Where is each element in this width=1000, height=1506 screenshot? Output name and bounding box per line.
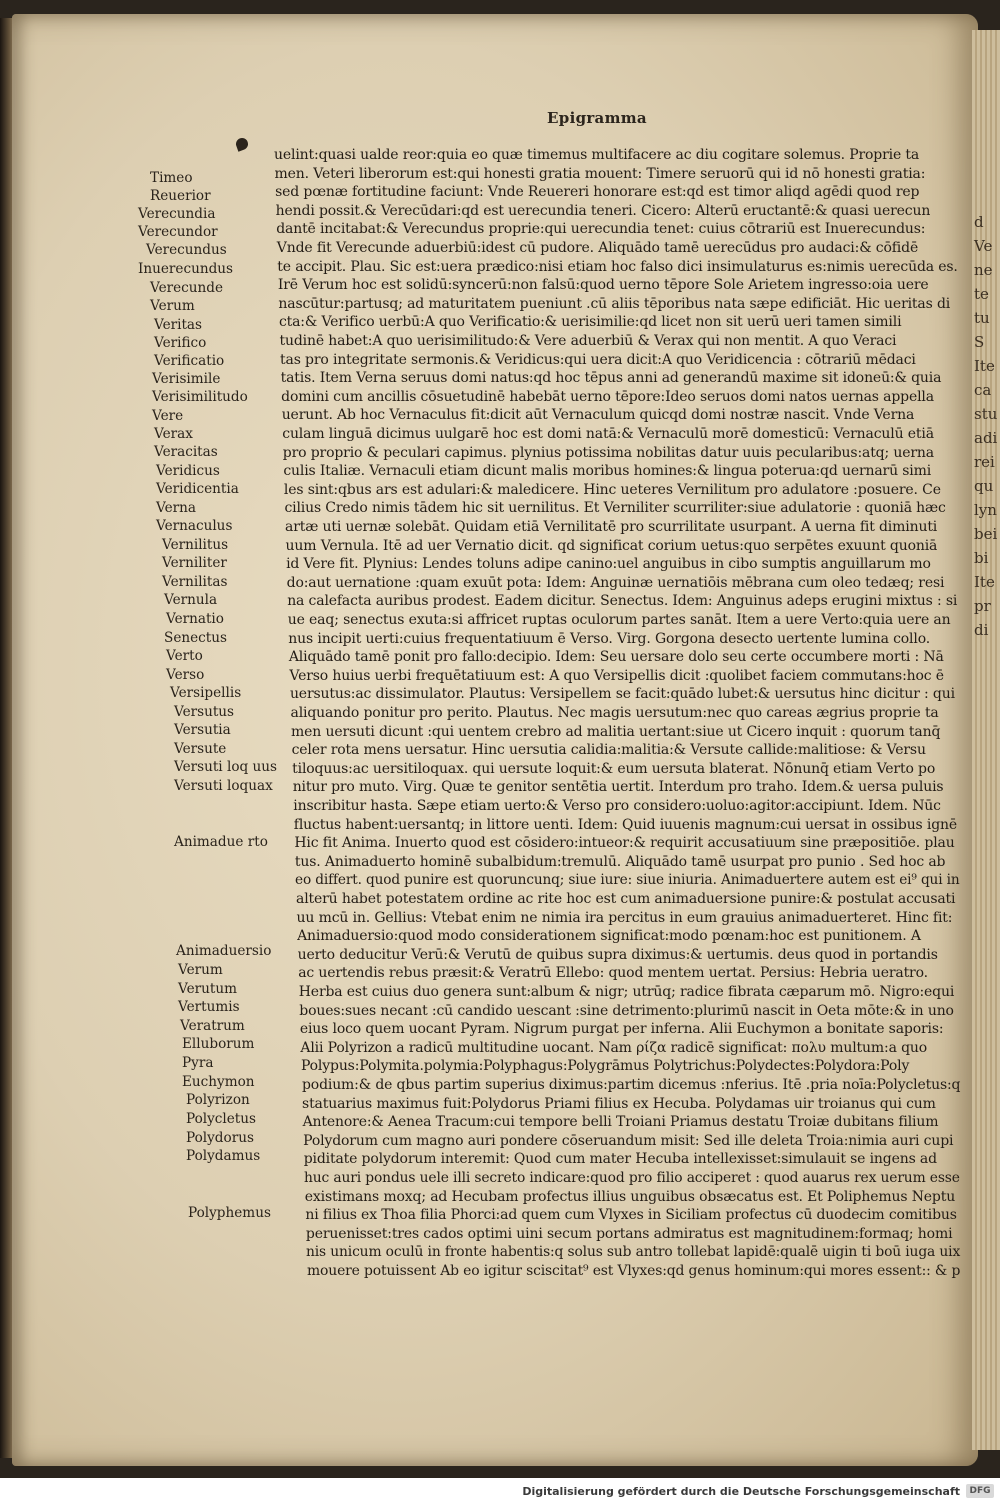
text-line: fluctus habent:uersantq; in littore uenti. Idem: Quid iuuenis magnum:cui uersat in ossibus ignē [293,816,958,833]
margin-term: Veratrum [180,1018,245,1034]
margin-term: Polyrizon [186,1092,250,1108]
margin-term: Verecunde [150,280,224,296]
text-line: peruenisset:tres cados optimi uini secum portans admiratus est magnitudinem:formaq; homi [305,1225,953,1242]
text-line: tus. Animaduerto hominē subalbidum:tremulū. Aliquādo tamē usurpat pro punio . Sed hoc ab [294,853,946,870]
margin-term: Polyphemus [188,1205,271,1221]
text-line: uerunt. Ab hoc Vernaculus fit:dicit aūt Vernaculum quicqd domi nostræ nascit. Vnde Verna [281,407,915,424]
margin-term: Verifico [154,335,207,351]
margin-term: Vernula [164,592,218,608]
text-line: nus incipit uerti:cuius frequentatiuum ē Verso. Virg. Gorgona desecto uertente lumina collo. [288,630,931,647]
text-line: id Vere fit. Plynius: Lendes toluns adipe canino:uel anguibus in cibo sumptis anguillarum mo [286,556,931,573]
bleed-fragment: ne [974,261,993,279]
text-line: statuarius maximus fuit:Polydorus Priami filius ex Hecuba. Polydamas uir troianus qui cum [302,1095,936,1112]
margin-term: Versute [174,741,227,757]
margin-term: Verisimilitudo [152,389,248,405]
bleed-fragment: adi [974,429,998,447]
text-line: uum Vernula. Itē ad uer Vernatio dicit. qd significat corium uetus:quo serpētes exuunt quoniā [285,537,938,554]
text-line: ac uertendis rebus præsit:& Veratrū Ellebo: quod mentem uertat. Persius: Hebria ueratro. [298,965,928,982]
margin-term: Animaduersio [176,943,272,959]
text-line: Polypus:Polymita.polymia:Polyphagus:Polygrāmus Polytrichus:Polydectes:Polydora:Poly [300,1058,910,1075]
margin-term: Timeo [150,170,193,186]
text-line: sed pœnæ fortitudine faciunt: Vnde Reuereri honorare est:qd est timor aliqd agēdi quod rep [275,184,920,201]
text-line: uu mcū in. Gellius: Vtebat enim ne nimia ira percitus in eum grauius animaduerteret. Hinc fit: [296,909,953,926]
text-line: tatis. Item Verna seruus domi natus:qd hoc tēpus anni ad generandū maxime sit idoneū:& quia [280,370,942,387]
text-line: les sint:qbus ars est adulari:& maledicere. Hinc ueteres Vernilitum pro adulatore :posuere. Ce [283,481,941,498]
margin-term: Verutum [178,981,237,997]
margin-term: Vernatio [166,611,224,627]
text-line: cilius Credo nimis tādem hic sit uernilitus. Et Verniliter scurriliter:siue adulatorie : quoniā hæc [284,500,946,517]
margin-term: Verniliter [162,555,227,571]
text-line: tudinē habet:A quo uerisimilitudo:& Vere aduerbiū & Verax qui non mentit. A quo Veraci [279,333,897,349]
text-line: Herba est cuius duo genera sunt:album & nigr; utrūq; radice fibrata cæparum mō. Nigro:equi [298,984,955,1000]
text-line: boues:sues necant :cū candido uescant :sine detrimento:plurimū nascit in Oeta mōte:& in uno [299,1002,954,1019]
text-line: men uersuti dicunt :qui uentem crebro ad malitia uertant:siue ut Cicero inquit : quorum tanq̄ [291,723,941,740]
margin-term: Verum [178,962,223,978]
margin-term: Verisimile [152,371,221,387]
text-line: Aliquādo tamē ponit pro fallo:decipio. Idem: Seu uersare dolo seu certe occumbere morti : Nā [288,649,944,666]
text-line: Verso huius uerbi frequētatiuum est: A quo Versipellis dicit :quolibet faciem commutans:hoc ē [289,667,944,684]
margin-term: Versipellis [170,685,242,701]
margin-term: Senectus [164,630,227,646]
text-line: podium:& de qbus partim superius diximus:partim dicemus :nferius. Itē .pria noīa:Polycletus:q [301,1077,960,1093]
bleed-fragment: rei [974,453,995,471]
margin-term: Verum [150,298,195,314]
margin-term: Elluborum [182,1036,255,1052]
page-header: Epigramma [547,109,647,127]
footer-bar [0,1478,1000,1506]
bleed-fragment: pr [974,597,991,615]
bleed-fragment: S [974,333,985,351]
margin-term: Reuerior [150,188,211,204]
bleed-fragment: d [974,213,984,231]
margin-term: Animadue rto [174,834,268,850]
text-line: cta:& Verifico uerbū:A quo Verificatio:& uerisimilie:qd licet non sit uerū ueri tamen simili [278,314,902,331]
margin-term: Verecundia [138,206,216,222]
margin-term: Vernaculus [156,518,233,534]
text-line: do:aut uernatione :quam exuūt pota: Idem: Anguinæ uernatiōis mēbrana cum oleo tedæq; resi [286,574,945,591]
text-line: na calefacta auribus prodest. Eadem dicitur. Senectus. Idem: Anguinus adeps erugini mixtus : si [287,593,958,610]
margin-term: Vernilitus [162,537,229,553]
margin-term: Veritas [154,317,203,333]
margin-term: Versutia [174,722,231,738]
text-line: te accipit. Plau. Sic est:uera prædico:nisi etiam hoc falso dici insimulaturus es:nimis uerecūda es. [277,258,958,275]
margin-term: Vertumis [178,999,240,1015]
text-line: mouere potuissent Ab eo igitur sciscitat⁹ est Vlyxes:qd genus hominum:qui mores essent:: & p [307,1263,961,1279]
bleed-fragment: lyn [974,501,997,519]
text-line: uelint:quasi ualde reor:quia eo quæ timemus multifacere ac diu cogitare solemus. Proprie ta [274,147,920,163]
ink-blot-icon [234,136,249,151]
text-line: tas pro integritate sermonis.& Veridicus:qui uera dicit:A quo Veridicencia : cōtrariū mēdaci [280,351,916,368]
bleed-fragment: Ve [974,237,993,255]
dfg-logo: DFG [966,1484,994,1498]
text-line: Antenore:& Aenea Tracum:cui tempore belli Troiani Priamus destatu Troiæ dubitans filium [302,1114,939,1131]
margin-term: Versuti loq uus [174,759,278,775]
text-line: artæ uti uernæ solebāt. Quidam etiā Vernilitatē pro scurrilitate usurpant. A uerna fit diminuti [285,519,938,535]
margin-term: Verecundor [138,224,218,240]
bleed-fragment: ca [974,381,992,399]
margin-term: Verna [156,500,196,516]
text-line: ni filius ex Thoa filia Phorci:ad quem cum Vlyxes in Siciliam profectus cū duodecim comitibus [305,1207,957,1224]
text-line: eius loco quem uocant Pyram. Nigrum purgat per inferna. Alii Euchymon a bonitate saporis: [299,1021,944,1038]
margin-term: Versutus [174,704,235,720]
margin-term: Verificatio [154,353,225,369]
text-line: ue eaq; senectus exuta:si affricet ruptas oculorum partes sanāt. Item a uere Verto:quia uere an [287,612,951,628]
margin-term: Versuti loquax [174,778,273,794]
text-line: Alii Polyrizon a radicū multitudine uocant. Nam ρίζα radicē significat: πολυ multum:a quo [300,1039,928,1056]
margin-term: Verax [154,426,193,442]
text-line: celer rota mens uersatur. Hinc uersutia calidia:malitia:& Versute callide:malitiose: & Versu [291,742,926,759]
margin-term: Pyra [182,1055,214,1071]
margin-term: Inuerecundus [138,261,234,277]
text-line: nascūtur:partusq; ad maturitatem pueniunt .cū aliis tēporibus nata sæpe edificiāt. Hic ueritas di [278,295,951,312]
page-leaf [12,14,978,1466]
text-line: dantē incitabat:& Verecundus proprie:qui uerecundia tenet: cuius cōtrariū est Inuerecundus: [276,221,926,238]
text-line: culam linguā dicimus uulgarē hoc est domi natā:& Vernaculū morē domesticū: Vernaculū etiā [282,426,934,442]
bleed-fragment: te [974,285,989,303]
next-page-bleed [974,210,1000,642]
bleed-fragment: Ite [974,573,995,591]
text-line: domini cum ancillis cōsuetudinē habebāt uerno tēpore:Ideo seruos domi natos uernas appella [281,388,934,405]
text-line: nitur pro muto. Virg. Quæ te genitor sentētia uertit. Interdum pro traho. Idem.& uersa puluis [292,779,944,796]
text-line: uersutus:ac dissimulator. Plautus: Versipellem se facit:quādo lubet:& uersutus hinc dicitur : qui [289,686,955,703]
margin-term: Veridicentia [156,481,239,497]
text-line: inscribitur hasta. Sæpe etiam uerto:& Verso pro considero:uoluo:agitor:accipiunt. Idem. Nūc [293,798,941,814]
margin-term: Polycletus [186,1111,257,1127]
text-line: piditate polydorum interemit: Quod cum mater Hecuba intellexisset:simulauit se ingens ad [303,1151,937,1168]
text-line: Hic fit Anima. Inuerto quod est cōsidero:intueor:& requirit accusatiuum sine præpositiōe. plau [294,835,955,852]
margin-term: Verso [166,667,205,683]
text-line: existimans moxq; ad Hecubam profectus illius unguibus obsæcatus est. Et Poliphemus Neptu [304,1188,956,1205]
bleed-fragment: di [974,621,989,639]
text-line: aliquando ponitur pro perito. Plautus. Nec magis uersutum:nec quo careas ægrius proprie ta [290,705,939,721]
bleed-fragment: qu [974,477,994,495]
next-page-edge [972,30,1000,1450]
text-line: nis unicum oculū in fronte habentis:q solus sub antro tollebat lapidē:qualē uigin ti boū iuga uix [306,1244,961,1261]
text-line: Animaduersio:quod modo considerationem significat:modo pœnam:hoc est punitionem. A [297,928,921,945]
footer-credit: Digitalisierung gefördert durch die Deutsche Forschungsgemeinschaft [522,1485,960,1498]
bleed-fragment: tu [974,309,990,327]
text-line: culis Italiæ. Vernaculi etiam dicunt malis moribus homines:& lingua poterua:qd uernarū simi [283,463,932,480]
margin-term: Euchymon [182,1074,255,1090]
margin-term: Veracitas [154,444,218,460]
margin-term: Verto [166,648,203,664]
bleed-fragment: bi [974,549,989,567]
text-line: pro proprio & peculari capimus. plynius potissima nobilitas datur uuis pecularibus:atq; uerna [282,444,934,461]
bleed-fragment: Ite [974,357,995,375]
margin-term: Polydamus [186,1148,261,1164]
text-line: uerto deducitur Verū:& Verutū de quibus supra diximus:& uertumis. deus quod in portandis [297,946,938,963]
text-line: Irē Verum hoc est solidū:syncerū:non falsū:quod uerno tēpore Sole Arietem ingresso:oia uere [277,277,929,294]
bleed-fragment: bei [974,525,998,543]
text-line: hendi possit.& Verecūdari:qd est uerecundia teneri. Cicero: Alterū eructantē:& quasi uerecun [275,202,931,219]
text-line: huc auri pondus uele illi secreto indicare:quod pro filio acciperet : quod auarus rex uerum esse [304,1170,961,1186]
margin-term: Verecundus [146,242,227,258]
text-line: Vnde fit Verecunde aduerbiū:idest cū pudore. Aliquādo tamē uerecūdus pro audaci:& cōfidē [276,240,919,256]
text-line: men. Veteri liberorum est:qui honesti gratia mouent: Timere seruorū qui id nō honesti gratia: [274,165,926,182]
text-line: alterū habet potestatem ordine ac rite hoc est cum animaduersione punire:& postulat accusati [296,891,956,907]
text-line: eo differt. quod punire est quoruncunq; siue iure: siue iniuria. Animaduertere autem est ei⁹ qui in [295,872,960,889]
text-line: Polydorum cum magno auri pondere cōseruandum misit: Sed ille deleta Troia:nimia auri cupi [303,1132,954,1149]
margin-term: Vere [152,408,184,424]
bleed-fragment: stu [974,405,998,423]
margin-term: Polydorus [186,1130,254,1146]
margin-term: Veridicus [156,463,220,479]
text-line: tiloquus:ac uersitiloquax. qui uersute loquit:& eum uersuta blaterat. Nōnunq̄ etiam Verto po [292,760,936,777]
margin-term: Vernilitas [162,574,228,590]
